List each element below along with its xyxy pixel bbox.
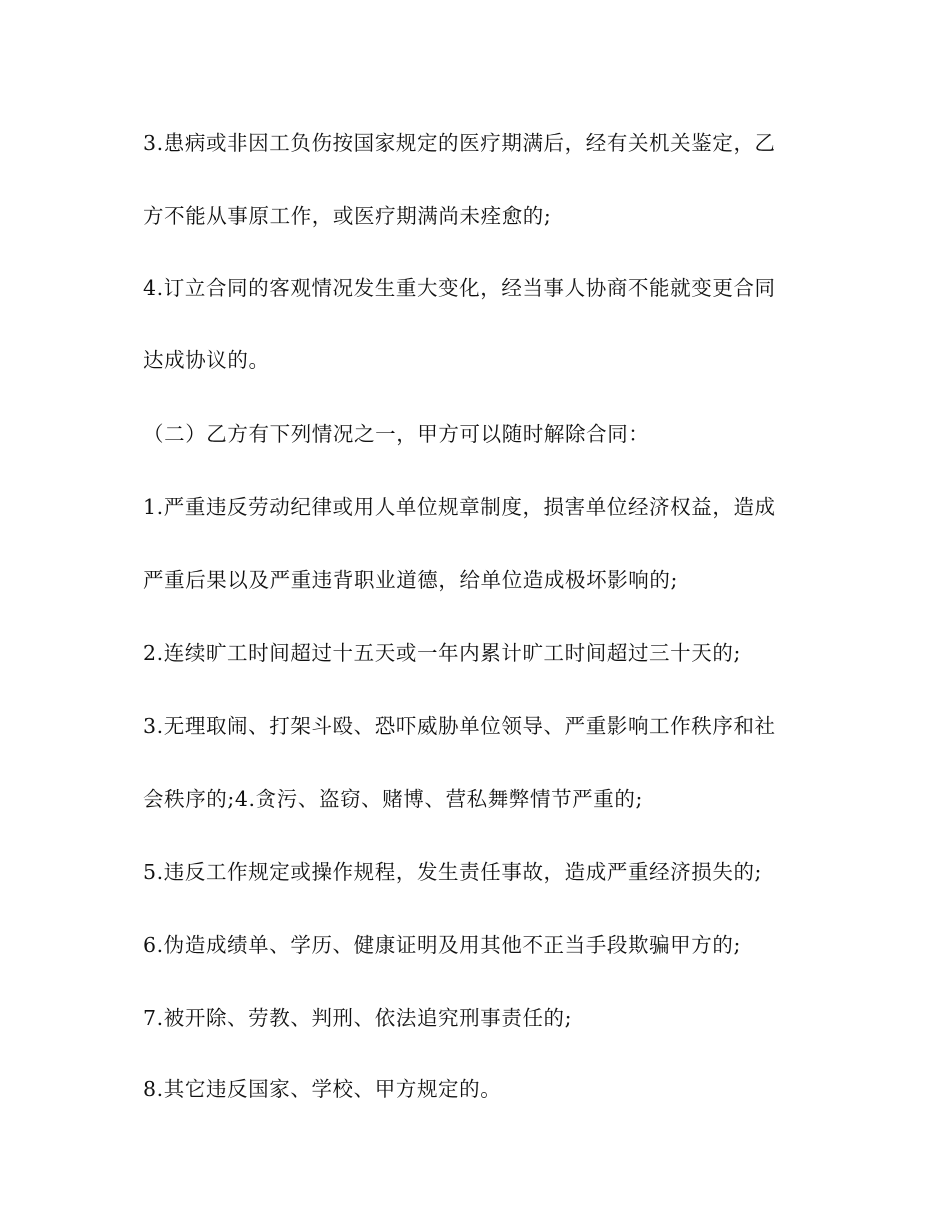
text-line: 1.严重违反劳动纪律或用人单位规章制度，损害单位经济权益，造成: [143, 495, 776, 519]
text-line: 达成协议的。: [143, 348, 270, 372]
text-line: 3.无理取闹、打架斗殴、恐吓威胁单位领导、严重影响工作秩序和社: [143, 714, 776, 738]
section-heading: （二）乙方有下列情况之一，甲方可以随时解除合同：: [143, 422, 650, 446]
text-line: 4.订立合同的客观情况发生重大变化，经当事人协商不能就变更合同: [143, 276, 776, 300]
text-line: 3.患病或非因工负伤按国家规定的医疗期满后，经有关机关鉴定，乙: [143, 131, 776, 155]
text-line: 6.伪造成绩单、学历、健康证明及用其他不正当手段欺骗甲方的;: [143, 933, 741, 957]
text-line: 严重后果以及严重违背职业道德，给单位造成极坏影响的;: [143, 568, 679, 592]
text-line: 7.被开除、劳教、判刑、依法追究刑事责任的;: [143, 1006, 573, 1030]
text-line: 2.连续旷工时间超过十五天或一年内累计旷工时间超过三十天的;: [143, 641, 741, 665]
text-line: 8.其它违反国家、学校、甲方规定的。: [143, 1077, 502, 1101]
text-line: 会秩序的;4.贪污、盗窃、赌博、营私舞弊情节严重的;: [143, 787, 643, 811]
text-line: 5.违反工作规定或操作规程，发生责任事故，造成严重经济损失的;: [143, 860, 763, 884]
text-line: 方不能从事原工作，或医疗期满尚未痊愈的;: [143, 204, 552, 228]
